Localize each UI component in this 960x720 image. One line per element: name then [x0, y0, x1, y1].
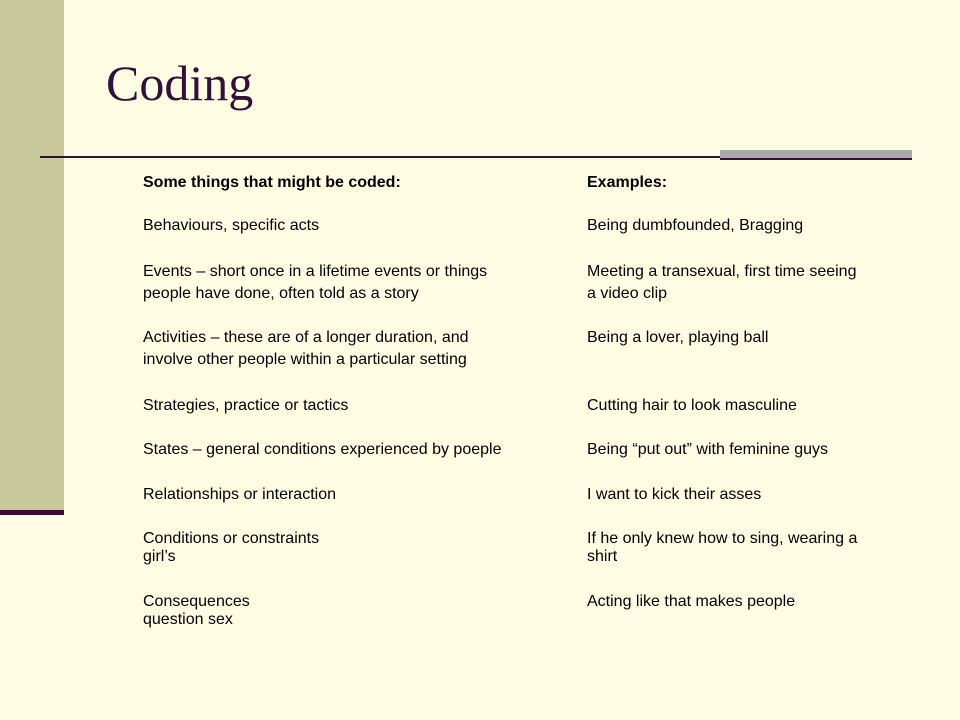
- left-column-heading: Some things that might be coded:: [143, 174, 401, 191]
- coding-category-continued: girl’s: [143, 548, 176, 565]
- coding-example-continued: shirt: [587, 548, 618, 565]
- right-column-heading: Examples:: [587, 174, 668, 191]
- coding-example-continued: a video clip: [587, 285, 668, 302]
- coding-example: Being dumbfounded, Bragging: [587, 217, 804, 234]
- coding-category: Conditions or constraints: [143, 530, 320, 547]
- coding-category: Relationships or interaction: [143, 486, 336, 503]
- title-divider-line-right: [720, 158, 912, 160]
- coding-category: States – general conditions experienced by poeple: [143, 441, 502, 458]
- coding-category: Strategies, practice or tactics: [143, 397, 349, 414]
- coding-example: Being a lover, playing ball: [587, 329, 769, 346]
- slide-title: Coding: [106, 55, 254, 111]
- coding-category-continued: involve other people within a particular setting: [143, 351, 467, 368]
- coding-category-continued: question sex: [143, 611, 233, 628]
- coding-example: Being “put out” with feminine guys: [587, 441, 829, 458]
- coding-category: Consequences: [143, 593, 250, 610]
- coding-example: Acting like that makes people: [587, 593, 796, 610]
- title-divider-gray-bar: [720, 150, 912, 158]
- coding-category: Behaviours, specific acts: [143, 217, 320, 234]
- coding-category: Events – short once in a lifetime events or things: [143, 263, 488, 280]
- coding-example: Cutting hair to look masculine: [587, 397, 797, 414]
- coding-category-continued: people have done, often told as a story: [143, 285, 419, 302]
- coding-example: Meeting a transexual, first time seeing: [587, 263, 857, 280]
- title-divider-line: [40, 156, 720, 158]
- coding-example: If he only knew how to sing, wearing a: [587, 530, 858, 547]
- sidebar-decoration: [0, 0, 64, 512]
- coding-example: I want to kick their asses: [587, 486, 762, 503]
- sidebar-accent-tick: [0, 510, 64, 515]
- coding-category: Activities – these are of a longer duration, and: [143, 329, 469, 346]
